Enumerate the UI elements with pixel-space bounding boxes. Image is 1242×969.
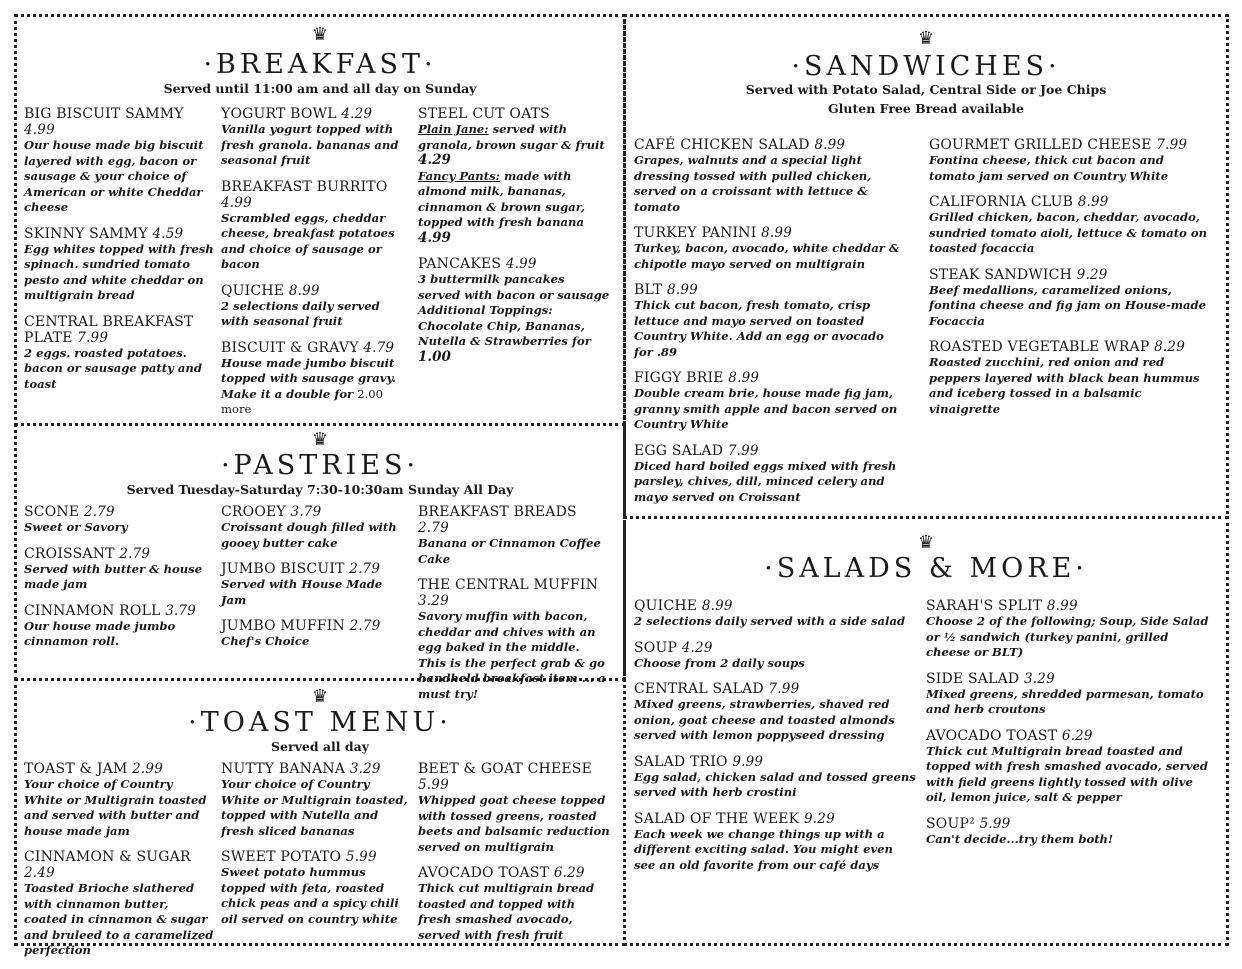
item-name: QUICHE: [634, 598, 698, 614]
item-name: YOGURT BOWL: [221, 106, 337, 122]
item-name-line: [634, 754, 916, 770]
item-price: 8.99: [761, 225, 792, 241]
menu-item: [24, 603, 214, 650]
item-desc-text: 2 eggs. roasted potatoes. bacon or sausage patty and toast: [24, 345, 202, 391]
item-name-line: [418, 761, 610, 793]
menu-item: [634, 811, 916, 874]
item-name-line: [926, 598, 1211, 614]
item-name: CROISSANT: [24, 545, 115, 562]
item-desc-text: Grilled chicken, bacon, cheddar, avocado, sundried tomato aioli, lettuce & tomato on toasted focaccia: [929, 210, 1208, 255]
item-name-line: [221, 618, 411, 634]
item-price: 5.99: [979, 815, 1011, 832]
menu-item: [929, 137, 1211, 184]
item-name: SCONE: [24, 504, 80, 520]
item-desc: [24, 881, 214, 959]
item-name: BREAKFAST BURRITO: [221, 178, 388, 195]
item-price: 8.99: [1077, 194, 1109, 210]
toast-col-1: [24, 761, 214, 969]
item-desc: [926, 614, 1211, 661]
item-price: 7.99: [1156, 137, 1188, 153]
item-price: 8.29: [1154, 339, 1185, 355]
item-name-line: [926, 728, 1211, 744]
item-desc: [634, 656, 916, 672]
item-price: 4.29: [681, 639, 713, 656]
item-desc-text: Choose 2 of the following; Soup, Side Salad or ½ sandwich (turkey panini, grilled cheese or BLT): [926, 614, 1209, 659]
item-price: 4.99: [221, 194, 252, 211]
item-name: GOURMET GRILLED CHEESE: [929, 137, 1152, 153]
toast-section: [14, 678, 626, 957]
item-price: 3.79: [290, 504, 322, 520]
item-price: 3.29: [349, 761, 381, 777]
item-desc: [221, 577, 411, 608]
menu-item: [929, 339, 1211, 417]
item-desc-text: Turkey, bacon, avocado, white cheddar & chipotle mayo served on multigrain: [634, 241, 900, 271]
item-name-line: [634, 640, 916, 656]
menu-item: [634, 137, 906, 215]
item-desc: [24, 777, 214, 839]
menu-item: [221, 106, 411, 169]
toast-col-2: [221, 761, 411, 937]
item-price: 4.79: [363, 339, 395, 356]
item-name: [418, 256, 610, 272]
item-desc-text: Your choice of Country White or Multigrain toasted, topped with Nutella and fresh sliced bananas: [221, 777, 408, 838]
item-desc: [634, 697, 916, 744]
menu-item: [634, 443, 906, 506]
menu-item: [24, 504, 214, 536]
item-price: 3.79: [165, 602, 197, 619]
item-name-line: [24, 761, 214, 777]
item-desc: [24, 346, 214, 393]
item-desc-text: Thick cut bacon, fresh tomato, crisp lettuce and mayo served on toasted Country White. Add an egg or avocado for .89: [634, 298, 884, 359]
item-desc: [418, 881, 610, 943]
item-price: 9.29: [804, 810, 835, 827]
item-desc-text: Sweet potato hummus topped with feta, roasted chick peas and a spicy chili oil served on country white: [221, 865, 399, 926]
crown-icon: ♛: [917, 28, 935, 49]
item-name-line: [926, 816, 1211, 832]
menu-item: [926, 816, 1211, 848]
item-name: SIDE SALAD: [926, 670, 1020, 687]
item-name: SALAD TRIO: [634, 753, 728, 770]
item-name: CINNAMON & SUGAR: [24, 849, 191, 865]
item-name-line: [221, 106, 411, 122]
item-price: 6.29: [553, 865, 585, 881]
menu-item: [418, 865, 610, 943]
item-name-line: [24, 546, 214, 562]
item-desc-text: Can't decide...try them both!: [926, 831, 1114, 846]
item-desc-text: Served with butter & house made jam: [24, 561, 203, 591]
menu-item: [926, 671, 1211, 718]
item-desc-text: Chef's Choice: [221, 634, 310, 648]
item-desc-text: 2 selections daily served with a side salad: [634, 614, 906, 628]
item-desc-text: Double cream brie, house made fig jam, granny smith apple and bacon served on Country White: [634, 386, 898, 431]
section-title: ·SALADS & MORE·: [764, 553, 1088, 584]
menu-item: [221, 561, 411, 608]
item-price: 7.99: [77, 329, 109, 346]
crown-icon: ♛: [311, 24, 329, 45]
menu-item: [221, 618, 411, 650]
item-desc: [634, 386, 906, 433]
item-desc-text: Choose from 2 daily soups: [634, 655, 805, 670]
item-desc-text: Scrambled eggs, cheddar cheese, breakfast potatoes and choice of sausage or bacon: [221, 210, 395, 271]
item-name-line: [221, 283, 411, 299]
item-desc-text: Croissant dough filled with gooey butter cake: [221, 520, 397, 550]
pastries-section: [14, 423, 626, 701]
breakfast-col-2: [221, 106, 411, 428]
item-name-line: [929, 267, 1211, 283]
item-desc: [221, 865, 411, 927]
menu-item: [418, 256, 610, 365]
menu-item: [634, 225, 906, 272]
item-price: 2.79: [418, 520, 449, 536]
menu-item: [24, 546, 214, 593]
item-desc: [634, 770, 916, 801]
item-desc-text: Served with House Made Jam: [221, 577, 383, 607]
item-price: 4.59: [152, 225, 184, 242]
item-desc: [24, 242, 214, 304]
breakfast-section: [14, 14, 626, 426]
item-desc: [221, 777, 411, 839]
item-desc-text: Each week we change things up with a different exciting salad. You might even see an old favorite from our café days: [634, 826, 893, 872]
item-extra-price: 2.00 more: [221, 386, 384, 416]
item-desc: [24, 619, 214, 650]
menu-item: [418, 106, 610, 246]
item-desc: [418, 122, 610, 169]
item-desc: [929, 210, 1211, 257]
item-name: CAFÉ CHICKEN SALAD: [634, 137, 810, 153]
item-name-line: [634, 370, 906, 386]
fancy-pants-price: 4.99: [418, 229, 451, 246]
item-name-line: [634, 681, 916, 697]
menu-item: [929, 267, 1211, 330]
item-desc: [929, 283, 1211, 330]
item-desc-text: Egg salad, chicken salad and tossed greens served with herb crostini: [634, 769, 916, 799]
item-desc: [221, 211, 411, 273]
section-subtitle: Served Tuesday-Saturday 7:30-10:30am Sunday All Day: [126, 482, 514, 497]
plain-jane-desc: served with granola, brown sugar & fruit: [418, 122, 605, 152]
plain-jane-price: 4.29: [418, 152, 451, 168]
menu-item: [24, 849, 214, 959]
menu-item: [634, 681, 916, 744]
item-desc: [24, 562, 214, 593]
item-desc: [221, 634, 411, 650]
item-price: 8.99: [1046, 598, 1078, 614]
item-name: THE CENTRAL MUFFIN: [418, 577, 599, 593]
plain-jane-label: Plain Jane:: [418, 122, 489, 136]
item-desc-text: Vanilla yogurt topped with fresh granola. bananas and seasonal fruit: [221, 122, 399, 167]
menu-item: [926, 728, 1211, 806]
item-desc: [418, 793, 610, 855]
pancakes-price: 4.99: [505, 256, 537, 272]
item-price: 9.29: [1076, 266, 1108, 283]
item-name-line: [221, 561, 411, 577]
item-desc: [634, 298, 906, 360]
item-desc: [221, 299, 411, 330]
section-subtitle: Served all day: [271, 739, 369, 754]
item-name-line: [24, 849, 214, 881]
toppings-text: Additional Toppings: Chocolate Chip, Bananas, Nutella & Strawberries for: [418, 303, 591, 348]
menu-item: [634, 640, 916, 672]
menu-item: [24, 761, 214, 839]
crown-icon: ♛: [311, 429, 329, 450]
menu-item: [929, 194, 1211, 257]
item-desc: [634, 614, 916, 630]
item-price: 4.99: [24, 122, 55, 138]
item-name: SOUP: [634, 639, 678, 656]
item-price: 8.99: [288, 282, 320, 299]
item-price: 2.79: [349, 561, 381, 577]
menu-item: [634, 598, 916, 630]
item-desc-text: Beef medallions, caramelized onions, fontina cheese and fig jam on House-made Focaccia: [929, 282, 1207, 328]
item-name-line: [929, 137, 1211, 153]
item-name: NUTTY BANANA: [221, 761, 346, 777]
item-price: 9.99: [732, 753, 764, 770]
item-name: SARAH'S SPLIT: [926, 598, 1043, 614]
item-name: JUMBO BISCUIT: [221, 561, 345, 577]
menu-item: [24, 314, 214, 393]
section-title: ·BREAKFAST·: [203, 49, 437, 80]
item-desc-text: Savory muffin with bacon, cheddar and chives with an egg baked in the middle. This is the perfect grab & go handheld breakfast item ... a must try!: [418, 609, 606, 701]
section-subtitle: Served with Potato Salad, Central Side or Joe Chips: [745, 82, 1107, 97]
item-desc: 3 buttermilk pancakes served with bacon or sausage: [418, 272, 610, 302]
item-name: FIGGY BRIE: [634, 370, 724, 386]
item-name: SALAD OF THE WEEK: [634, 810, 800, 827]
item-name-line: [24, 603, 214, 619]
item-desc-text: Toasted Brioche slathered with cinnamon butter, coated in cinnamon & sugar and bruleed to a caramelized perfection: [24, 881, 214, 957]
item-price: 2.79: [83, 504, 115, 520]
salads-col-2: [926, 598, 1211, 857]
menu-item: [634, 370, 906, 433]
menu-item: [418, 504, 610, 567]
menu-item: [926, 598, 1211, 661]
item-desc: [926, 687, 1211, 718]
item-name-line: [24, 226, 214, 242]
item-name-line: [221, 504, 411, 520]
item-price: 8.99: [814, 137, 846, 153]
item-price: 2.79: [349, 618, 381, 634]
item-name-line: [634, 282, 906, 298]
item-desc: [634, 459, 906, 506]
item-desc-text: Egg whites topped with fresh spinach. sundried tomato pesto and white cheddar on multigrain bread: [24, 241, 214, 302]
item-price: 3.29: [418, 593, 449, 609]
pastries-col-1: [24, 504, 214, 660]
item-desc: [929, 355, 1211, 417]
item-price: 7.99: [727, 442, 759, 459]
item-name: AVOCADO TOAST: [926, 727, 1058, 744]
item-name: SWEET POTATO: [221, 849, 342, 865]
item-name: TOAST & JAM: [24, 761, 128, 777]
menu-item: [24, 226, 214, 304]
toast-col-3: [418, 761, 610, 953]
item-desc: [634, 241, 906, 272]
item-desc-text: Thick cut multigrain bread toasted and topped with fresh smashed avocado, served with fresh fruit: [418, 881, 595, 942]
menu-item: [221, 849, 411, 927]
item-desc: [634, 827, 916, 874]
sandwiches-col-1: [634, 137, 906, 515]
item-desc-text: Thick cut Multigrain bread toasted and topped with fresh smashed avocado, served with field greens lightly tossed with olive oil, lemon juice, salt & pepper: [926, 743, 1208, 804]
item-desc-text: Mixed greens, shredded parmesan, tomato and herb croutons: [926, 686, 1204, 716]
menu-item: [221, 179, 411, 273]
item-desc-text: Banana or Cinnamon Coffee Cake: [418, 536, 601, 566]
menu-item: [634, 754, 916, 801]
item-name-line: [634, 811, 916, 827]
section-subtitle: Served until 11:00 am and all day on Sunday: [163, 81, 477, 96]
item-desc: [221, 520, 411, 551]
salads-col-1: [634, 598, 916, 883]
item-desc: [221, 122, 411, 169]
item-name-line: [24, 314, 214, 346]
item-price: 3.29: [1024, 670, 1055, 687]
item-desc-text: Sweet or Savory: [24, 520, 128, 534]
item-name: CENTRAL BREAKFAST PLATE: [24, 313, 194, 346]
item-price: 8.99: [701, 598, 733, 614]
item-name: SKINNY SAMMY: [24, 225, 148, 242]
item-price: 2.79: [119, 545, 151, 562]
item-name-line: [634, 443, 906, 459]
pancakes-name: PANCAKES: [418, 256, 502, 272]
item-desc-text: Grapes, walnuts and a special light dressing tossed with pulled chicken, served on a croissant with lettuce & tomato: [634, 153, 872, 214]
item-name: JUMBO MUFFIN: [221, 618, 345, 634]
section-title: ·PASTRIES·: [220, 450, 420, 481]
item-desc: [221, 356, 411, 418]
item-desc-text: Diced hard boiled eggs mixed with fresh parsley, chives, dill, minced celery and mayo served on Croissant: [634, 458, 897, 504]
menu-item: [221, 340, 411, 418]
menu-item: [221, 761, 411, 839]
item-desc-text: Your choice of Country White or Multigrain toasted and served with butter and house made jam: [24, 777, 207, 838]
section-title: ·TOAST MENU·: [188, 707, 452, 738]
fancy-pants-label: Fancy Pants:: [418, 168, 500, 183]
item-name-line: [24, 106, 214, 138]
item-desc-text: House made jumbo biscuit topped with sausage gravy. Make it a double for: [221, 355, 396, 401]
item-name: STEEL CUT OATS: [418, 106, 550, 122]
item-desc: [929, 153, 1211, 184]
item-price: 6.29: [1061, 727, 1093, 744]
item-desc: [418, 169, 610, 247]
menu-item: [634, 282, 906, 360]
item-name-line: [929, 339, 1211, 355]
item-desc: [24, 138, 214, 216]
item-name: BIG BISCUIT SAMMY: [24, 106, 184, 122]
item-name-line: [221, 761, 411, 777]
item-name: CINNAMON ROLL: [24, 602, 161, 619]
item-name: BISCUIT & GRAVY: [221, 339, 359, 356]
sandwiches-section: [623, 14, 1229, 519]
menu-item: [221, 283, 411, 330]
item-name: CROOEY: [221, 504, 286, 520]
item-name: QUICHE: [221, 282, 285, 299]
item-name: TURKEY PANINI: [634, 225, 757, 241]
item-desc-text: Our house made jumbo cinnamon roll.: [24, 618, 176, 648]
item-price: 8.99: [728, 370, 760, 386]
item-name: EGG SALAD: [634, 442, 724, 459]
item-name-line: [634, 598, 916, 614]
breakfast-col-3: [418, 106, 610, 375]
menu-item: [418, 761, 610, 855]
section-title: ·SANDWICHES·: [791, 51, 1061, 82]
item-price: 8.99: [667, 282, 698, 298]
item-desc: [24, 520, 214, 536]
item-name-line: [24, 504, 214, 520]
item-name: BREAKFAST BREADS: [418, 504, 577, 520]
item-price: 4.29: [341, 106, 373, 122]
item-price: 5.99: [345, 849, 377, 865]
item-name-line: [221, 340, 411, 356]
item-desc-text: Our house made big biscuit layered with egg, bacon or sausage & your choice of American or white Cheddar cheese: [24, 138, 204, 214]
item-name: ROASTED VEGETABLE WRAP: [929, 339, 1150, 355]
item-desc: [634, 153, 906, 215]
item-desc-text: Roasted zucchini, red onion and red peppers layered with black bean hummus and iceberg tossed in a balsamic vinaigrette: [929, 355, 1200, 416]
item-desc-text: Fontina cheese, thick cut bacon and tomato jam served on Country White: [929, 153, 1169, 183]
item-name: STEAK SANDWICH: [929, 266, 1072, 283]
toppings-price: 1.00: [418, 348, 451, 365]
sandwiches-col-2: [929, 137, 1211, 427]
item-desc: [926, 744, 1211, 806]
item-name: AVOCADO TOAST: [418, 865, 550, 881]
item-desc-text: Mixed greens, strawberries, shaved red onion, goat cheese and toasted almonds served with lemon poppyseed dressing: [634, 697, 895, 742]
item-price: 2.99: [132, 761, 163, 777]
menu-item: [24, 106, 214, 216]
salads-section: [623, 516, 1229, 946]
item-name-line: [418, 504, 610, 536]
menu-item: [221, 504, 411, 551]
crown-icon: ♛: [917, 532, 935, 553]
item-name: CALIFORNIA CLUB: [929, 194, 1074, 210]
item-name-line: [926, 671, 1211, 687]
item-name-line: [221, 849, 411, 865]
item-name-line: [634, 225, 906, 241]
item-desc: [418, 536, 610, 567]
section-subtitle-2: Gluten Free Bread available: [828, 101, 1024, 116]
item-price: 2.49: [24, 865, 55, 881]
item-desc-text: Whipped goat cheese topped with tossed greens, roasted beets and balsamic reduction served on multigrain: [418, 793, 610, 854]
item-name: BLT: [634, 282, 663, 298]
item-name: CENTRAL SALAD: [634, 681, 764, 697]
item-price: 7.99: [768, 681, 800, 697]
item-name-line: [418, 577, 610, 609]
pastries-col-2: [221, 504, 411, 660]
item-name-line: [634, 137, 906, 153]
item-name-line: [418, 865, 610, 881]
item-name-line: [929, 194, 1211, 210]
item-price: 5.99: [418, 777, 449, 793]
item-desc: [926, 832, 1211, 848]
item-name-line: [221, 179, 411, 211]
toppings-desc: [418, 303, 610, 365]
item-desc-text: 2 selections daily served with seasonal fruit: [221, 298, 380, 328]
item-name: BEET & GOAT CHEESE: [418, 761, 592, 777]
fancy-pants-desc: made with almond milk, bananas, cinnamon & brown sugar, topped with fresh banana: [418, 168, 586, 229]
item-name: SOUP²: [926, 815, 975, 832]
breakfast-col-1: [24, 106, 214, 402]
crown-icon: ♛: [311, 686, 329, 707]
